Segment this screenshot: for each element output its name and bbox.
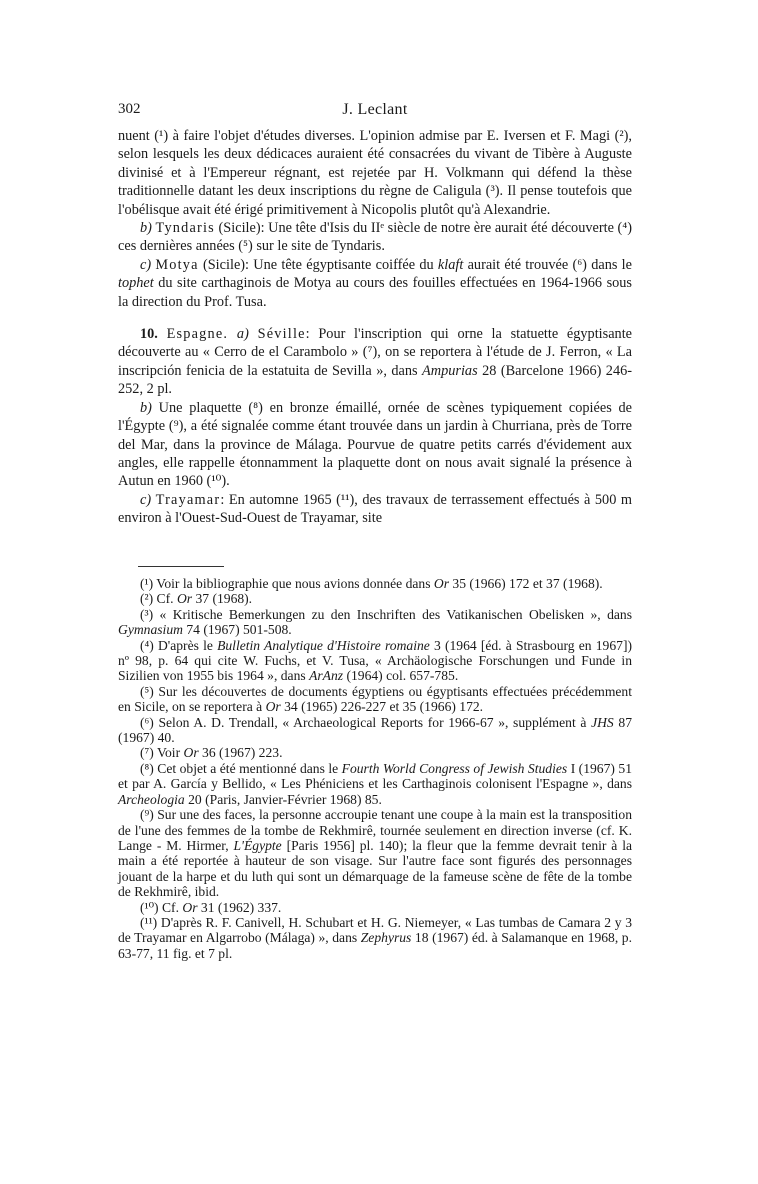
text-run: L'Égypte [233, 837, 282, 853]
text-run: 35 (1966) 172 et 37 (1968). [452, 576, 603, 591]
text-run: (¹¹) D'après R. F. Canivell, H. Schubart et H. G. Niemeyer, « Las tumbas de Camara 2 y 3 de Trayamar en Algarrobo (Málaga) », dans [118, 914, 632, 946]
footnote-10 [118, 900, 632, 915]
page-number: 302 [118, 101, 141, 117]
section-number: 10. [140, 326, 158, 343]
text-run: klaft [437, 256, 464, 273]
footnote-7 [118, 745, 632, 760]
text-run: (⁴) D'après le [140, 637, 213, 653]
text-run: a) [236, 326, 249, 343]
text-run: 31 (1962) 337. [200, 899, 282, 915]
text-run: 20 (Paris, Janvier-Février 1968) 85. [188, 791, 382, 807]
text-run: Or [176, 591, 193, 607]
running-head: J. Leclant [342, 101, 408, 118]
text-run: Or [183, 745, 199, 761]
footnote-4 [118, 638, 632, 684]
footnote-9 [118, 807, 632, 899]
text-run: c) [140, 256, 152, 273]
text-run: (⁹) Sur une des faces, la personne accroupie tenant une coupe à la main est la transposition de l'une des femmes de la tombe de Rekhmirê, tournée seulement en direction inverse (cf. K. Lange - M. Hirmer, [118, 807, 632, 853]
paragraph-motya [118, 256, 632, 311]
page-header [118, 101, 632, 121]
footnote-5 [118, 684, 632, 715]
text-run: (¹⁰) Cf. [140, 899, 179, 915]
site-name-seville: Séville [257, 326, 306, 343]
footnote-rule [138, 566, 224, 567]
text-run: (²) Cf. [140, 591, 174, 607]
text-run: I (1967) 51 et par A. García y Bellido, « Les Phéniciens et les Carthaginois colonisent l'Espagne », dans [118, 760, 632, 792]
footnote-6 [118, 715, 632, 746]
text-run: tophet [118, 275, 154, 292]
text-run: (Sicile): Une tête égyptisante coiffée du [202, 256, 434, 273]
text-run: Archeologia [118, 791, 185, 807]
text-run: 74 (1967) 501-508. [186, 622, 292, 638]
text-run: (¹) Voir la bibliographie que nous avions donnée dans [140, 576, 431, 591]
text-run: Or [182, 899, 198, 915]
footnotes [118, 576, 632, 961]
text-run: Or [433, 576, 450, 591]
site-name-tyndaris: Tyndaris [155, 220, 215, 237]
text-run: [Paris 1956] pl. 140); la fleur que la femme devrait tenir à la main a été reportée à hauteur de son visage. Sur l'autre face sont figurés des personnages jouant de la harpe et du luth qui sont un démarquage de la fameuse scène de fête de la tombe de Rekhmirê, ibid. [118, 837, 633, 900]
footnote-3 [118, 607, 632, 638]
text-run: 28 (Barcelone 1966) 246-252, 2 pl. [118, 362, 633, 398]
text-run: c) [140, 491, 152, 508]
text-run: JHS [591, 714, 614, 730]
text-run: 18 (1967) éd. à Salamanque en 1968, p. 63-77, 11 fig. et 7 pl. [118, 930, 632, 961]
text-run: (⁸) Cet objet a été mentionné dans le [140, 760, 339, 776]
paragraph-plaquette [118, 399, 632, 491]
body-text [118, 127, 632, 528]
text-run: 34 (1965) 226-227 et 35 (1966) 172. [284, 699, 484, 715]
section-title: Espagne. [166, 326, 229, 343]
section-10-espagne [118, 325, 632, 399]
text-run: b) [140, 399, 152, 416]
text-run: aurait été trouvée (⁶) dans le [467, 256, 632, 273]
text-run: Gymnasium [118, 622, 183, 638]
text-run: b) [140, 220, 152, 237]
text-run: 87 (1967) 40. [118, 714, 632, 746]
text-run: nuent (¹) à faire l'objet d'études diverses. L'opinion admise par E. Iversen et F. Magi (²), selon lesquels les deux dédicaces auraient été consacrées du vivant de Tibère à Auguste divinisé et à l'Empereur régnant, est rejetée par H. Volkmann qui défend la thèse traditionnelle datant les deux inscriptions du règne de Caligula (³). Il pense toutefois que l'obélisque avait été érigé primitivement à Nicopolis plutôt qu'à Alexandrie. [118, 128, 632, 218]
text-run: ArAnz [309, 668, 344, 684]
text-run: : En automne 1965 (¹¹), des travaux de terrassement effectués à 500 m environ à l'Ouest-Sud-Ouest de Trayamar, site [118, 491, 632, 527]
footnote-11 [118, 915, 632, 961]
site-name-motya: Motya [155, 256, 199, 273]
text-run: (⁶) Selon A. D. Trendall, « Archaeological Reports for 1966-67 », supplément à [140, 714, 587, 730]
text-run: Zephyrus [360, 930, 412, 946]
text-run: (³) « Kritische Bemerkungen zu den Inschriften des Vatikanischen Obelisken », dans [140, 606, 632, 622]
text-run: (⁵) Sur les découvertes de documents égyptiens ou égyptisants effectuées précédemment en Sicile, on se reportera à [118, 683, 632, 715]
text-run: Fourth World Congress of Jewish Studies [341, 760, 568, 776]
text-run: 3 (1964 [éd. à Strasbourg en 1967]) nº 98, p. 64 qui cite W. Fuchs, et V. Tusa, « Archäologische Forschungen und Funde in Sizilien von 1955 bis 1964 », dans [118, 637, 633, 684]
text-run: 37 (1968). [195, 591, 253, 607]
text-run: (⁷) Voir [140, 745, 181, 761]
text-run: Une plaquette (⁸) en bronze émaillé, ornée de scènes typiquement copiées de l'Égypte (⁹), a été signalée comme étant trouvée dans un jardin à Churriana, près de Torre del Mar, dans la province de Málaga. Pourvue de quatre petits carrés d'évidement aux angles, elle rappelle étonnamment la plaquette dont on nous avait signalé la présence à Autun en 1960 (¹⁰). [118, 399, 632, 490]
text-run: (1964) col. 657-785. [346, 668, 459, 684]
text-run: : Pour l'inscription qui orne la statuette égyptisante découverte au « Cerro de el Carambolo » (⁷), on se reportera à l'étude de J. Ferron, « La inscripción fenicia de la estatuita de Sevilla », dans [118, 326, 633, 379]
footnote-2 [118, 591, 632, 606]
paragraph-continuation [118, 127, 632, 219]
site-name-trayamar: Trayamar [155, 491, 221, 508]
text-run: du site carthaginois de Motya au cours des fouilles effectuées en 1964-1966 sous la direction du Prof. Tusa. [118, 275, 632, 310]
paragraph-tyndaris [118, 219, 632, 256]
text-run: Ampurias [422, 362, 478, 379]
text-run: (Sicile): Une tête d'Isis du IIᵉ siècle de notre ère aurait été découverte (⁴) ces dernières années (⁵) sur le site de Tyndaris. [118, 220, 633, 255]
footnote-1 [118, 576, 632, 591]
text-run: Or [265, 699, 281, 715]
text-run: Bulletin Analytique d'Histoire romaine [217, 637, 430, 653]
text-run: 36 (1967) 223. [202, 745, 283, 761]
paragraph-trayamar [118, 491, 632, 528]
footnote-8 [118, 761, 632, 807]
